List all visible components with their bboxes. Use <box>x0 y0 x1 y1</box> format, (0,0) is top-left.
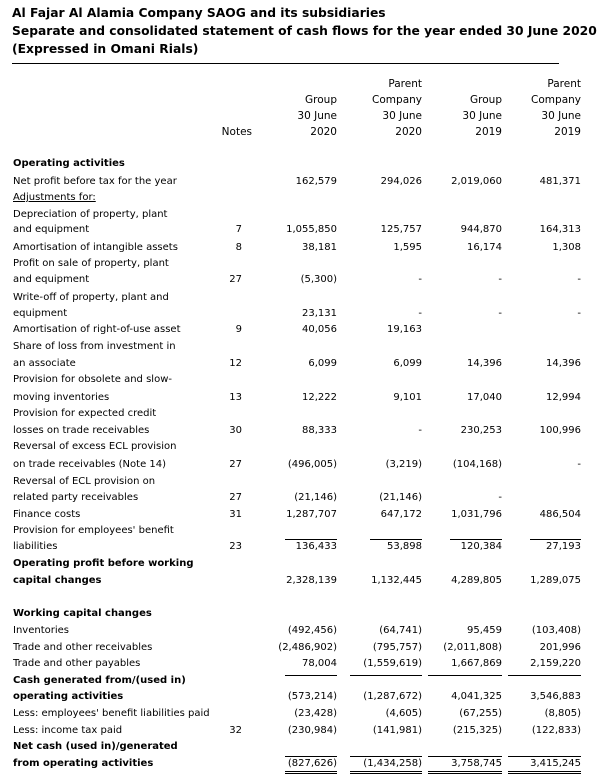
table-row <box>0 339 609 354</box>
row-value: 14,396 <box>546 358 581 369</box>
row-note: 30 <box>229 425 242 436</box>
row-value: 1,308 <box>552 242 581 253</box>
row-value: 2,328,139 <box>286 575 337 586</box>
table-row <box>0 423 609 438</box>
row-note: 12 <box>229 358 242 369</box>
row-label: Operating activities <box>13 158 125 169</box>
table-row <box>0 556 609 571</box>
row-label: and equipment <box>13 224 90 235</box>
total-double-rule <box>350 771 422 774</box>
table-row <box>0 640 609 655</box>
row-label: an associate <box>13 358 76 369</box>
row-value: 2,019,060 <box>451 176 502 187</box>
col-parent-2019 <box>461 76 581 140</box>
row-value: 1,289,075 <box>530 575 581 586</box>
row-value: 6,099 <box>393 358 422 369</box>
row-note: 23 <box>229 541 242 552</box>
col-group-2019-l2: Group <box>470 94 502 106</box>
row-value: 38,181 <box>302 242 337 253</box>
row-value: - <box>418 274 422 285</box>
row-value: - <box>498 492 502 503</box>
row-label: liabilities <box>13 541 58 552</box>
table-row <box>0 290 609 305</box>
row-value: 944,870 <box>460 224 502 235</box>
row-value: 1,287,707 <box>286 509 337 520</box>
row-value: - <box>418 308 422 319</box>
row-value: (827,626) <box>287 758 337 769</box>
table-row <box>0 606 609 621</box>
row-value: 1,132,445 <box>371 575 422 586</box>
row-label: operating activities <box>13 691 124 702</box>
row-label: Provision for obsolete and slow- <box>13 374 172 385</box>
col-parent-2020-l1: Parent <box>388 78 422 90</box>
row-label: Inventories <box>13 625 69 636</box>
header-rule <box>12 63 559 64</box>
row-value: 12,994 <box>546 392 581 403</box>
row-note: 32 <box>229 725 242 736</box>
row-value: 3,415,245 <box>530 758 581 769</box>
table-row <box>0 406 609 421</box>
row-value: (573,214) <box>287 691 337 702</box>
table-row <box>0 256 609 271</box>
row-value: (496,005) <box>287 459 337 470</box>
row-label: Net cash (used in)/generated <box>13 741 178 752</box>
row-label: Write-off of property, plant and <box>13 292 169 303</box>
row-value: 201,996 <box>539 642 581 653</box>
row-value: 6,099 <box>308 358 337 369</box>
col-parent-2020-l2: Company <box>372 94 422 106</box>
subtotal-rule <box>428 675 502 676</box>
row-value: (67,255) <box>459 708 502 719</box>
row-value: (21,146) <box>294 492 337 503</box>
row-value: (1,559,619) <box>363 658 422 669</box>
row-label: Less: employees' benefit liabilities paid <box>13 708 210 719</box>
row-value: 88,333 <box>302 425 337 436</box>
row-value: (2,486,902) <box>278 642 337 653</box>
row-label: moving inventories <box>13 392 110 403</box>
row-value: 95,459 <box>467 625 502 636</box>
row-value: 125,757 <box>380 224 422 235</box>
row-label: and equipment <box>13 274 90 285</box>
subtotal-rule <box>285 539 337 540</box>
row-label: from operating activities <box>13 758 154 769</box>
row-value: 230,253 <box>460 425 502 436</box>
subtotal-rule <box>350 675 422 676</box>
table-row <box>0 222 609 237</box>
table-row <box>0 356 609 371</box>
row-value: (104,168) <box>452 459 502 470</box>
table-row <box>0 474 609 489</box>
total-double-rule <box>508 771 581 774</box>
row-note: 27 <box>229 459 242 470</box>
row-value: (3,219) <box>385 459 422 470</box>
row-value: - <box>577 459 581 470</box>
row-label: Working capital changes <box>13 608 152 619</box>
table-row <box>0 174 609 189</box>
row-value: (141,981) <box>372 725 422 736</box>
row-value: 9,101 <box>393 392 422 403</box>
row-value: 16,174 <box>467 242 502 253</box>
row-note: 27 <box>229 492 242 503</box>
table-row <box>0 623 609 638</box>
row-value: 486,504 <box>539 509 581 520</box>
col-parent-2019-l4: 2019 <box>554 126 581 138</box>
row-value: (1,434,258) <box>363 758 422 769</box>
row-value: 19,163 <box>387 324 422 335</box>
row-value: (4,605) <box>385 708 422 719</box>
table-row <box>0 390 609 405</box>
total-top-rule <box>508 756 581 757</box>
row-value: (2,011,808) <box>443 642 502 653</box>
table-row <box>0 490 609 505</box>
subtotal-rule <box>450 539 502 540</box>
table-row <box>0 573 609 588</box>
row-note: 7 <box>235 224 242 235</box>
row-note: 27 <box>229 274 242 285</box>
row-value: 17,040 <box>467 392 502 403</box>
row-value: 3,546,883 <box>530 691 581 702</box>
row-label: Net profit before tax for the year <box>13 176 177 187</box>
row-note: 13 <box>229 392 242 403</box>
col-parent-2019-l1: Parent <box>547 78 581 90</box>
table-row <box>0 457 609 472</box>
row-value: (122,833) <box>531 725 581 736</box>
row-label: Adjustments for: <box>13 192 96 203</box>
row-label: Profit on sale of property, plant <box>13 258 169 269</box>
total-top-rule <box>350 756 422 757</box>
row-value: 100,996 <box>539 425 581 436</box>
row-value: (215,325) <box>452 725 502 736</box>
row-value: (230,984) <box>287 725 337 736</box>
subtotal-rule <box>508 675 581 676</box>
row-value: 3,758,745 <box>451 758 502 769</box>
row-value: 4,041,325 <box>451 691 502 702</box>
row-value: (103,408) <box>531 625 581 636</box>
row-label: Provision for employees' benefit <box>13 525 174 536</box>
row-label: Cash generated from/(used in) <box>13 675 186 686</box>
row-value: 1,595 <box>393 242 422 253</box>
row-note: 9 <box>235 324 242 335</box>
row-value: 12,222 <box>302 392 337 403</box>
table-row <box>0 439 609 454</box>
row-value: - <box>577 308 581 319</box>
subtotal-rule <box>370 539 422 540</box>
row-label: Depreciation of property, plant <box>13 209 168 220</box>
table-row <box>0 739 609 754</box>
row-label: Finance costs <box>13 509 81 520</box>
row-value: (5,300) <box>300 274 337 285</box>
col-group-2019-l4: 2019 <box>475 126 502 138</box>
currency-note: (Expressed in Omani Rials) <box>12 42 199 56</box>
col-parent-2020-l4: 2020 <box>395 126 422 138</box>
row-value: - <box>498 308 502 319</box>
row-value: 40,056 <box>302 324 337 335</box>
table-row <box>0 656 609 671</box>
row-value: (8,805) <box>544 708 581 719</box>
row-value: 2,159,220 <box>530 658 581 669</box>
table-row <box>0 706 609 721</box>
row-label: equipment <box>13 308 68 319</box>
row-value: 27,193 <box>546 541 581 552</box>
col-parent-2019-l2: Company <box>531 94 581 106</box>
row-note: 31 <box>229 509 242 520</box>
table-row <box>0 156 609 171</box>
row-label: on trade receivables (Note 14) <box>13 459 167 470</box>
row-label: related party receivables <box>13 492 139 503</box>
row-label: Provision for expected credit <box>13 408 157 419</box>
row-label: capital changes <box>13 575 102 586</box>
table-row <box>0 523 609 538</box>
company-name: Al Fajar Al Alamia Company SAOG and its subsidiaries <box>12 6 386 20</box>
total-top-rule <box>428 756 502 757</box>
row-label: Operating profit before working <box>13 558 194 569</box>
col-parent-2020-l3: 30 June <box>382 110 422 122</box>
row-value: 78,004 <box>302 658 337 669</box>
table-row <box>0 240 609 255</box>
row-note: 8 <box>235 242 242 253</box>
row-value: (492,456) <box>287 625 337 636</box>
row-value: 1,667,869 <box>451 658 502 669</box>
row-value: 4,289,805 <box>451 575 502 586</box>
row-value: 53,898 <box>387 541 422 552</box>
row-label: Trade and other payables <box>13 658 141 669</box>
table-row <box>0 756 609 771</box>
row-value: 14,396 <box>467 358 502 369</box>
table-row <box>0 689 609 704</box>
row-label: Amortisation of intangible assets <box>13 242 178 253</box>
row-label: Trade and other receivables <box>13 642 153 653</box>
row-value: (23,428) <box>294 708 337 719</box>
table-row <box>0 190 609 205</box>
row-label: Reversal of ECL provision on <box>13 476 156 487</box>
subtotal-rule <box>530 539 581 540</box>
col-parent-2019-l3: 30 June <box>541 110 581 122</box>
row-value: 294,026 <box>380 176 422 187</box>
row-label: Less: income tax paid <box>13 725 123 736</box>
table-row <box>0 372 609 387</box>
col-group-2020-l3: 30 June <box>297 110 337 122</box>
row-value: (21,146) <box>379 492 422 503</box>
row-label: Share of loss from investment in <box>13 341 176 352</box>
col-group-2020-l2: Group <box>305 94 337 106</box>
notes-header: Notes <box>221 126 252 138</box>
total-top-rule <box>285 756 337 757</box>
row-value: (795,757) <box>372 642 422 653</box>
table-row <box>0 306 609 321</box>
row-value: 1,055,850 <box>286 224 337 235</box>
total-double-rule <box>428 771 502 774</box>
table-row <box>0 539 609 554</box>
table-row <box>0 207 609 222</box>
row-value: 136,433 <box>295 541 337 552</box>
row-value: (64,741) <box>379 625 422 636</box>
row-value: 1,031,796 <box>451 509 502 520</box>
table-row <box>0 723 609 738</box>
row-value: 164,313 <box>539 224 581 235</box>
row-label: Reversal of excess ECL provision <box>13 441 177 452</box>
col-group-2019-l3: 30 June <box>462 110 502 122</box>
col-group-2020-l4: 2020 <box>310 126 337 138</box>
statement-title: Separate and consolidated statement of cash flows for the year ended 30 June 2020 <box>12 24 597 38</box>
table-row <box>0 507 609 522</box>
row-value: 647,172 <box>380 509 422 520</box>
subtotal-rule <box>285 675 337 676</box>
row-value: - <box>498 274 502 285</box>
row-value: (1,287,672) <box>363 691 422 702</box>
row-value: - <box>418 425 422 436</box>
row-value: - <box>577 274 581 285</box>
row-value: 481,371 <box>539 176 581 187</box>
row-label: losses on trade receivables <box>13 425 150 436</box>
table-row <box>0 272 609 287</box>
total-double-rule <box>285 771 337 774</box>
row-value: 162,579 <box>295 176 337 187</box>
table-row <box>0 322 609 337</box>
row-label: Amortisation of right-of-use asset <box>13 324 181 335</box>
row-value: 120,384 <box>460 541 502 552</box>
row-value: 23,131 <box>302 308 337 319</box>
